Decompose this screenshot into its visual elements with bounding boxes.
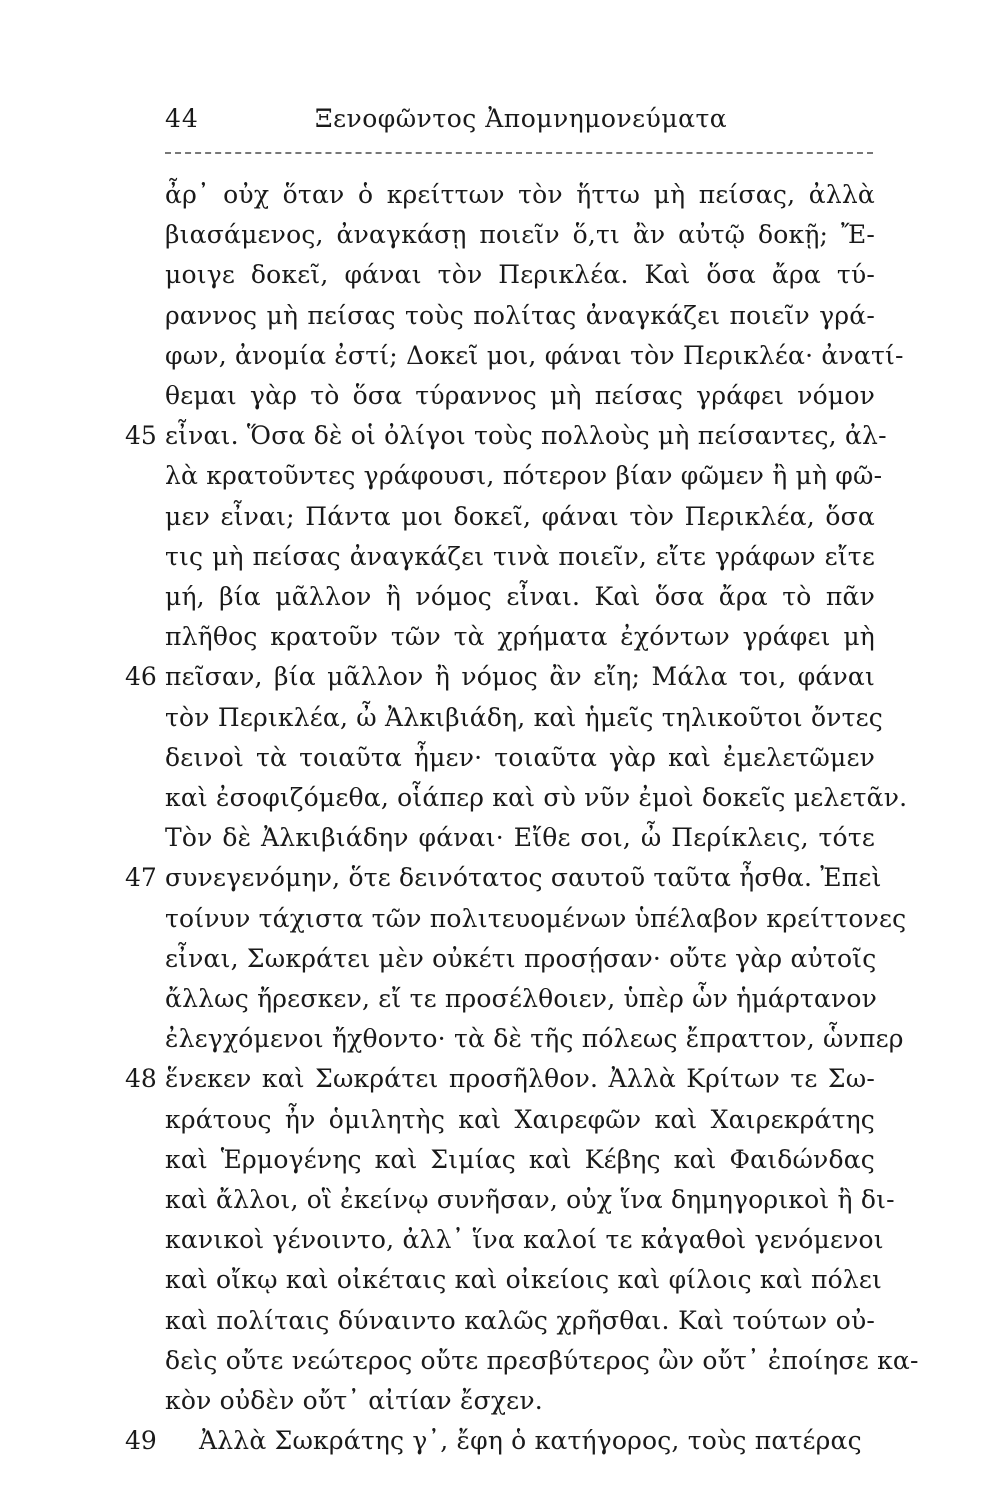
text-line: καὶ οἴκῳ καὶ οἰκέταις καὶ οἰκείοις καὶ φίλοις καὶ πόλει <box>165 1265 883 1295</box>
section-number: 46 <box>125 662 157 692</box>
text-line: ἆρ᾽ οὐχ ὅταν ὁ κρείττων τὸν ἥττω μὴ πείσας, ἀλλὰ <box>165 180 875 209</box>
text-line: θεμαι γὰρ τὸ ὅσα τύραννος μὴ πείσας γράφει νόμον <box>165 381 875 410</box>
running-title: Ξενοφῶντος Ἀπομνημονεύματα <box>315 104 728 133</box>
text-line: μοιγε δοκεῖ, φάναι τὸν Περικλέα. Καὶ ὅσα ἄρα τύ- <box>165 260 875 290</box>
text-line: καὶ πολίταις δύναιντο καλῶς χρῆσθαι. Καὶ τούτων οὐ- <box>165 1305 875 1335</box>
text-line: πεῖσαν, βία μᾶλλον ἢ νόμος ἂν εἴη; Μάλα τοι, φάναι <box>165 662 875 692</box>
text-line: δεὶς οὔτε νεώτερος οὔτε πρεσβύτερος ὢν οὔτ᾽ ἐποίησε κα- <box>165 1345 919 1375</box>
header-rule <box>165 152 873 154</box>
text-line: μή, βία μᾶλλον ἢ νόμος εἶναι. Καὶ ὅσα ἄρα τὸ πᾶν <box>165 582 875 611</box>
text-line: ἐλεγχόμενοι ἤχθοντο· τὰ δὲ τῆς πόλεως ἔπραττον, ὧνπερ <box>165 1024 904 1054</box>
text-line: ἕνεκεν καὶ Σωκράτει προσῆλθον. Ἀλλὰ Κρίτων τε Σω- <box>165 1064 875 1094</box>
text-line: κράτους ἦν ὁμιλητὴς καὶ Χαιρεφῶν καὶ Χαιρεκράτης <box>165 1104 875 1134</box>
section-number: 48 <box>125 1064 157 1094</box>
text-line: μεν εἶναι; Πάντα μοι δοκεῖ, φάναι τὸν Περικλέα, ὅσα <box>165 501 875 531</box>
section-number: 47 <box>125 863 157 893</box>
text-line: καὶ ἐσοφιζόμεθα, οἷάπερ καὶ σὺ νῦν ἐμοὶ δοκεῖς μελετᾶν. <box>165 783 908 812</box>
text-line: καὶ ἄλλοι, οἳ ἐκείνῳ συνῆσαν, οὐχ ἵνα δημηγορικοὶ ἢ δι- <box>165 1185 895 1214</box>
text-line: εἶναι, Σωκράτει μὲν οὐκέτι προσῄσαν· οὔτε γὰρ αὐτοῖς <box>165 943 877 973</box>
page-number: 44 <box>165 104 199 133</box>
text-line: τὸν Περικλέα, ὦ Ἀλκιβιάδη, καὶ ἡμεῖς τηλικοῦτοι ὄντες <box>165 702 883 732</box>
text-line: τοίνυν τάχιστα τῶν πολιτευομένων ὑπέλαβον κρείττονες <box>165 903 907 933</box>
section-number: 45 <box>125 421 157 451</box>
text-line: βιασάμενος, ἀναγκάσῃ ποιεῖν ὅ,τι ἂν αὐτῷ δοκῇ; Ἔ- <box>165 220 875 250</box>
text-line: Ἀλλὰ Σωκράτης γ᾽, ἔφη ὁ κατήγορος, τοὺς πατέρας <box>199 1426 862 1456</box>
page-header <box>165 100 873 140</box>
text-line: ραννος μὴ πείσας τοὺς πολίτας ἀναγκάζει ποιεῖν γρά- <box>165 300 875 330</box>
text-line: φων, ἀνομία ἐστί; Δοκεῖ μοι, φάναι τὸν Περικλέα· ἀνατί- <box>165 340 904 370</box>
text-line: ἄλλως ἤρεσκεν, εἴ τε προσέλθοιεν, ὑπὲρ ὧν ἡμάρτανον <box>165 984 878 1013</box>
text-line: εἶναι. Ὅσα δὲ οἱ ὀλίγοι τοὺς πολλοὺς μὴ πείσαντες, ἀλ- <box>165 421 887 451</box>
text-line: δεινοὶ τὰ τοιαῦτα ἦμεν· τοιαῦτα γὰρ καὶ ἐμελετῶμεν <box>165 742 875 772</box>
text-line: συνεγενόμην, ὅτε δεινότατος σαυτοῦ ταῦτα ἦσθα. Ἐπεὶ <box>165 863 882 893</box>
text-line: τις μὴ πείσας ἀναγκάζει τινὰ ποιεῖν, εἴτε γράφων εἴτε <box>165 541 875 571</box>
text-line: κανικοὶ γένοιντο, ἀλλ᾽ ἵνα καλοί τε κἀγαθοὶ γενόμενοι <box>165 1225 884 1255</box>
text-line: Τὸν δὲ Ἀλκιβιάδην φάναι· Εἴθε σοι, ὦ Περίκλεις, τότε <box>165 823 875 853</box>
text-line: καὶ Ἑρμογένης καὶ Σιμίας καὶ Κέβης καὶ Φαιδώνδας <box>165 1144 875 1174</box>
text-line: κὸν οὐδὲν οὔτ᾽ αἰτίαν ἔσχεν. <box>165 1386 543 1415</box>
text-line: λὰ κρατοῦντες γράφουσι, πότερον βίαν φῶμεν ἢ μὴ φῶ- <box>165 461 883 491</box>
text-line: πλῆθος κρατοῦν τῶν τὰ χρήματα ἐχόντων γράφει μὴ <box>165 622 875 652</box>
section-number: 49 <box>125 1426 157 1456</box>
